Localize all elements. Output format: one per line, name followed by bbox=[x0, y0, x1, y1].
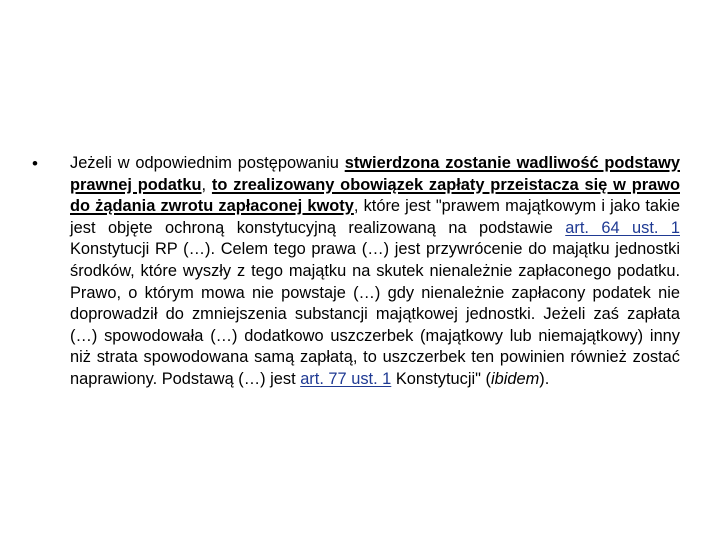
text-segment: ). bbox=[539, 369, 550, 388]
emphasis-prawo-do-zwrotu: to zrealizowany obowiązek zapłaty przeistacza się w prawo do żądania zwrotu zapłaconej kwoty bbox=[70, 175, 680, 216]
text-segment: Konstytucji" ( bbox=[391, 369, 491, 388]
bullet-marker: • bbox=[32, 154, 38, 173]
text-segment: Konstytucji RP (…). Celem tego prawa (…) jest przywrócenie do majątku jednostki środków, które wyszły z tego majątku na skutek nienależnie zapłaconego podatku. Prawo, o którym mowa nie powstaje (…) gdy nienależnie zapłacony podatek nie doprowadził do zmniejszenia substancji majątkowej jednostki. Jeżeli zaś zapłata (…) spowodowała (…) dodatkowo uszczerbek (majątkowy lub niemajątkowy) inny niż strata spowodowana samą zapłatą, to uszczerbek ten powinien również zostać naprawiony. Podstawą (…) jest bbox=[70, 240, 680, 388]
link-art-77[interactable]: art. 77 ust. 1 bbox=[300, 369, 392, 388]
link-art-64[interactable]: art. 64 ust. 1 bbox=[565, 218, 680, 237]
text-segment: , bbox=[201, 175, 212, 194]
italic-ibidem: ibidem bbox=[490, 369, 540, 388]
bullet-paragraph bbox=[30, 153, 680, 391]
paragraph-text bbox=[70, 153, 680, 391]
emphasis-wadliwosc: stwierdzona zostanie wadliwość podstawy prawnej podatku bbox=[70, 154, 680, 194]
text-segment: , które jest "prawem majątkowym i jako takie jest objęte ochroną konstytucyjną realizowaną na podstawie bbox=[70, 197, 681, 237]
text-segment: Jeżeli w odpowiednim postępowaniu bbox=[70, 154, 345, 172]
